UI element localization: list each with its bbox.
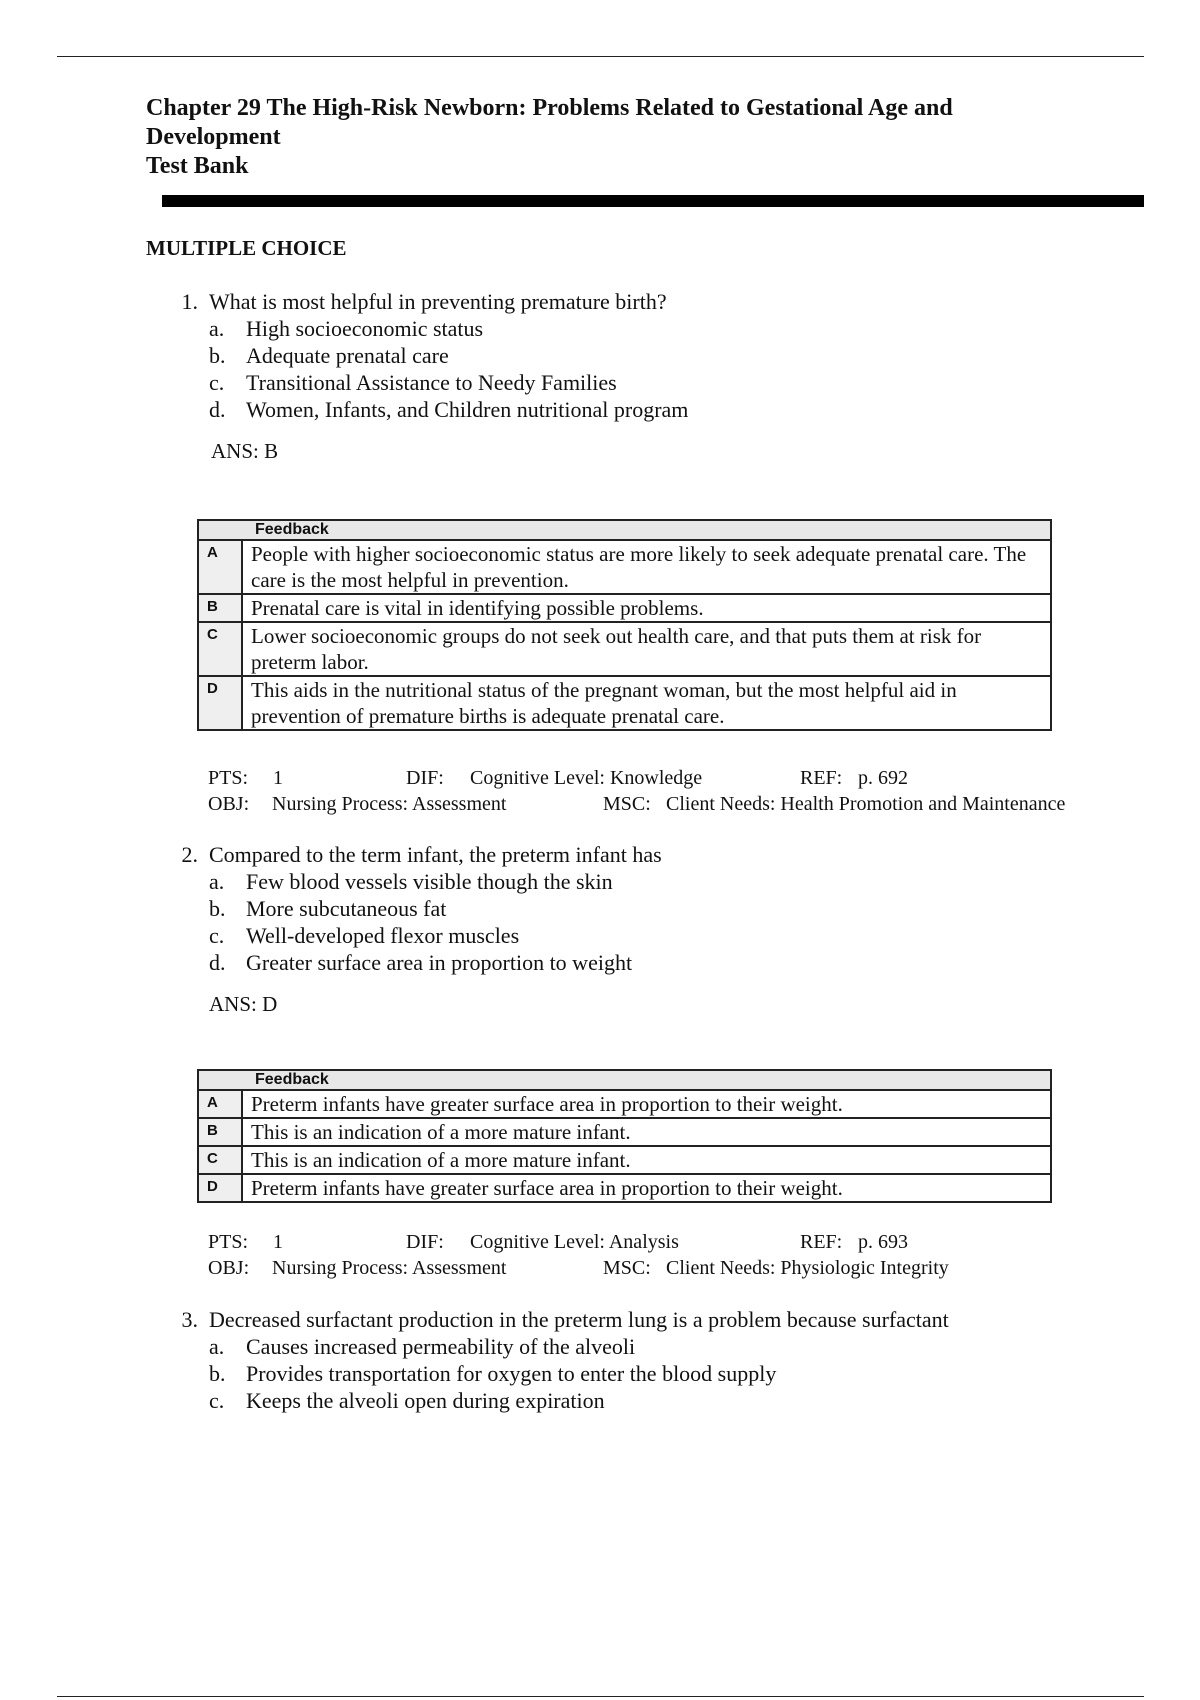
section-heading: MULTIPLE CHOICE xyxy=(146,236,347,260)
question-stem: What is most helpful in preventing premature birth? xyxy=(209,289,667,314)
question-3 xyxy=(146,1306,1146,1414)
options-list xyxy=(146,1333,1146,1414)
table-row: B Prenatal care is vital in identifying possible problems. xyxy=(198,594,1051,622)
test-bank-subtitle: Test Bank xyxy=(146,153,249,179)
question-2 xyxy=(146,841,1146,1017)
table-row: B This is an indication of a more mature infant. xyxy=(198,1118,1051,1146)
bottom-rule xyxy=(57,1696,1144,1697)
answer-key: ANS: D xyxy=(209,992,278,1016)
chapter-title-line-1: Chapter 29 The High-Risk Newborn: Problems Related to Gestational Age and xyxy=(146,95,953,121)
feedback-table-2 xyxy=(197,1069,1052,1203)
option-d: d. Greater surface area in proportion to weight xyxy=(209,950,633,975)
header-divider xyxy=(162,195,1144,207)
question-1-metadata: PTS: 1 DIF: Cognitive Level: Knowledge REF: p. 692 OBJ: Nursing Process: Assessment MSC: Client Needs: Health Promotion and Maintenance xyxy=(208,767,1066,815)
option-b: b. Provides transportation for oxygen to enter the blood supply xyxy=(209,1361,777,1386)
option-a: a. High socioeconomic status xyxy=(209,316,484,341)
options-list xyxy=(146,315,1146,423)
question-2-metadata: PTS: 1 DIF: Cognitive Level: Analysis REF: p. 693 OBJ: Nursing Process: Assessment MSC: Client Needs: Physiologic Integrity xyxy=(208,1231,949,1279)
chapter-title-line-2: Development xyxy=(146,124,281,150)
options-list xyxy=(146,868,1146,976)
table-row: A Preterm infants have greater surface area in proportion to their weight. xyxy=(198,1090,1051,1118)
answer-key: ANS: B xyxy=(211,439,279,463)
question-number: 1. xyxy=(181,289,198,314)
option-c: c. Transitional Assistance to Needy Families xyxy=(209,370,617,395)
table-row: A People with higher socioeconomic status are more likely to seek adequate prenatal care. The care is the most helpful in prevention. xyxy=(198,540,1051,594)
option-a: a. Causes increased permeability of the alveoli xyxy=(209,1334,636,1359)
option-c: c. Keeps the alveoli open during expiration xyxy=(209,1388,605,1413)
question-stem: Decreased surfactant production in the preterm lung is a problem because surfactant xyxy=(209,1307,949,1332)
table-row: D This aids in the nutritional status of the pregnant woman, but the most helpful aid in prevention of premature births is adequate prenatal care. xyxy=(198,676,1051,730)
table-row: C This is an indication of a more mature infant. xyxy=(198,1146,1051,1174)
feedback-header: Feedback xyxy=(198,520,1051,540)
option-d: d. Women, Infants, and Children nutritional program xyxy=(209,397,689,422)
feedback-header: Feedback xyxy=(198,1070,1051,1090)
document-header xyxy=(146,94,1096,181)
option-a: a. Few blood vessels visible though the skin xyxy=(209,869,613,894)
question-1 xyxy=(146,288,1146,464)
table-row: C Lower socioeconomic groups do not seek out health care, and that puts them at risk for preterm labor. xyxy=(198,622,1051,676)
option-b: b. More subcutaneous fat xyxy=(209,896,447,921)
question-number: 3. xyxy=(181,1307,198,1332)
option-b: b. Adequate prenatal care xyxy=(209,343,449,368)
option-c: c. Well-developed flexor muscles xyxy=(209,923,520,948)
question-stem: Compared to the term infant, the preterm infant has xyxy=(209,842,662,867)
table-row: D Preterm infants have greater surface area in proportion to their weight. xyxy=(198,1174,1051,1202)
question-number: 2. xyxy=(181,842,198,867)
top-rule xyxy=(57,56,1144,57)
feedback-table-1 xyxy=(197,519,1052,731)
